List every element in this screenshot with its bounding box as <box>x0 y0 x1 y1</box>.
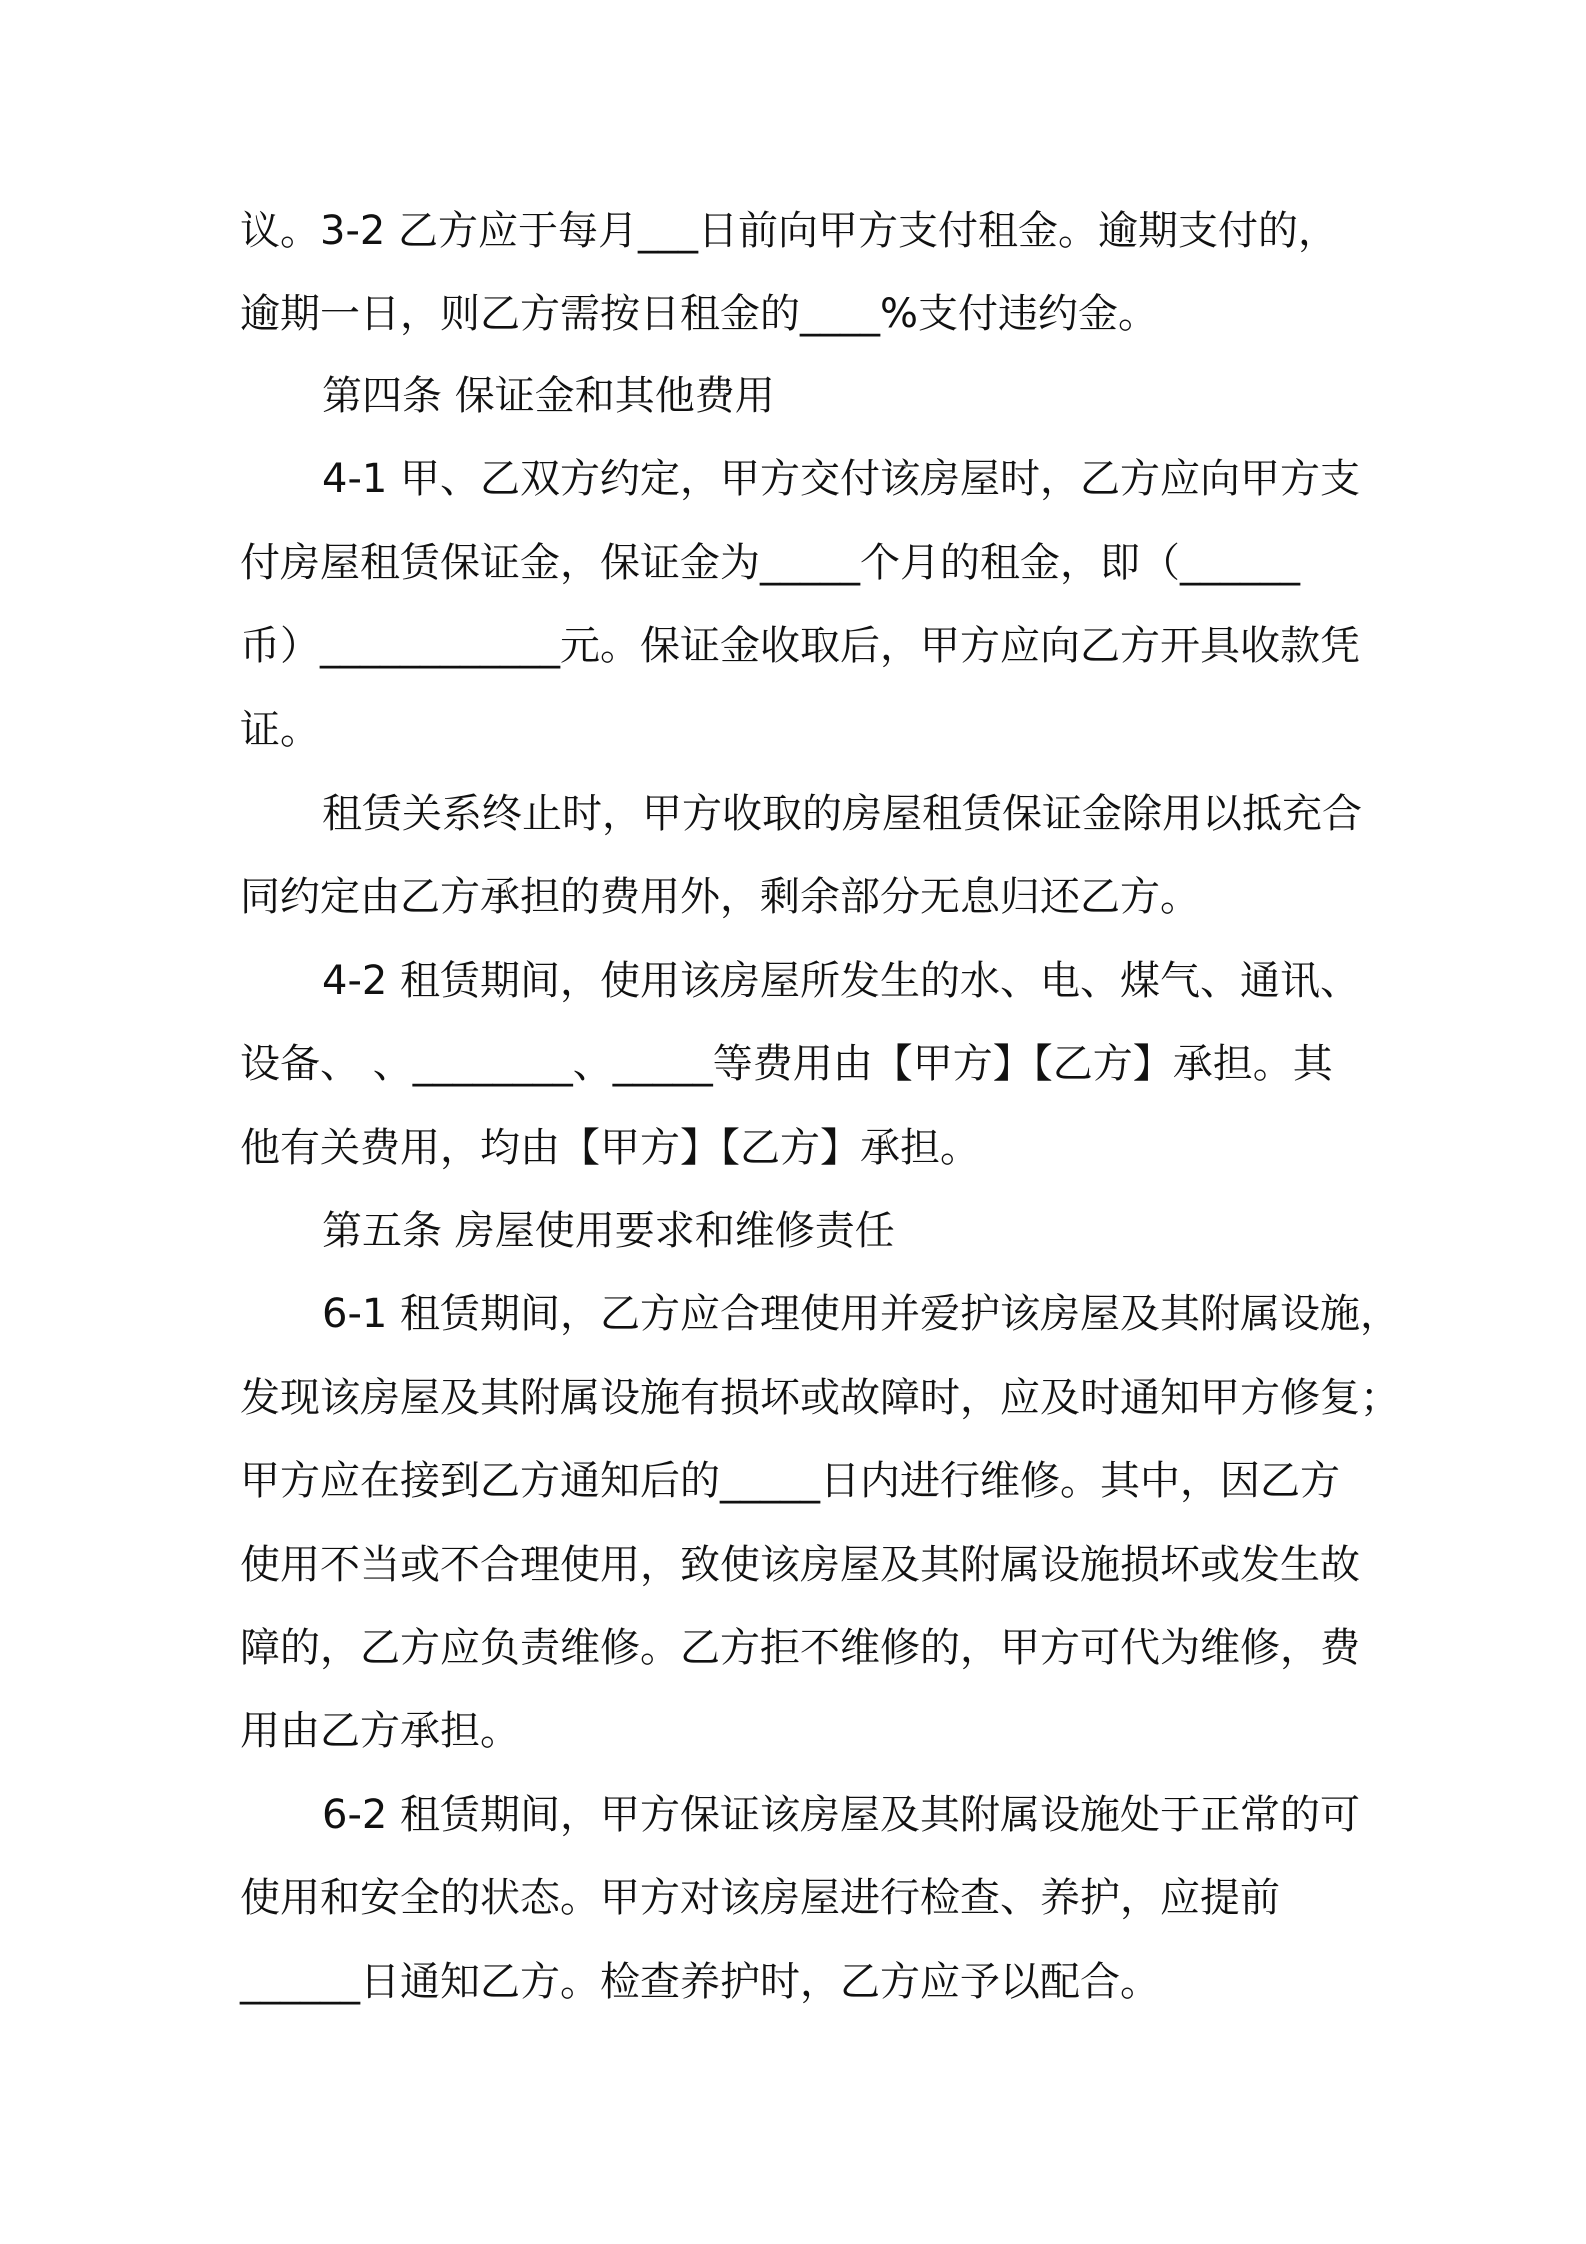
section-heading: 第四条 保证金和其他费用 <box>322 373 775 419</box>
text-line: 使用和安全的状态。甲方对该房屋进行检查、养护，应提前 <box>240 1875 1280 1921</box>
text-line: 甲方应在接到乙方通知后的_____日内进行维修。其中，因乙方 <box>240 1458 1340 1504</box>
text-line: 付房屋租赁保证金，保证金为_____个月的租金，即（______ <box>240 540 1300 586</box>
text-line: 发现该房屋及其附属设施有损坏或故障时，应及时通知甲方修复； <box>240 1375 1400 1421</box>
text-line: 障的，乙方应负责维修。乙方拒不维修的，甲方可代为维修，费 <box>240 1625 1360 1671</box>
text-line: 同约定由乙方承担的费用外，剩余部分无息归还乙方。 <box>240 874 1200 920</box>
text-line: 设备、 、________、_____等费用由【甲方】【乙方】承担。其 <box>240 1041 1333 1087</box>
text-line: 用由乙方承担。 <box>240 1708 520 1754</box>
text-line: 4-1 甲、乙双方约定，甲方交付该房屋时，乙方应向甲方支 <box>322 456 1361 502</box>
section-heading: 第五条 房屋使用要求和维修责任 <box>322 1208 895 1254</box>
text-line: 6-1 租赁期间，乙方应合理使用并爱护该房屋及其附属设施， <box>322 1291 1401 1337</box>
text-line: 议。3-2 乙方应于每月___日前向甲方支付租金。逾期支付的， <box>240 208 1339 254</box>
text-line: 使用不当或不合理使用，致使该房屋及其附属设施损坏或发生故 <box>240 1542 1360 1588</box>
text-line: 逾期一日，则乙方需按日租金的____%支付违约金。 <box>240 291 1159 337</box>
text-line: 6-2 租赁期间，甲方保证该房屋及其附属设施处于正常的可 <box>322 1792 1361 1838</box>
text-line: 4-2 租赁期间，使用该房屋所发生的水、电、煤气、通讯、 <box>322 958 1361 1004</box>
text-line: 证。 <box>240 707 320 753</box>
text-line: 他有关费用，均由【甲方】【乙方】承担。 <box>240 1125 980 1171</box>
text-line: 租赁关系终止时，甲方收取的房屋租赁保证金除用以抵充合 <box>322 791 1362 837</box>
text-line: 币）____________元。保证金收取后，甲方应向乙方开具收款凭 <box>240 623 1360 669</box>
text-line: ______日通知乙方。检查养护时，乙方应予以配合。 <box>240 1959 1160 2005</box>
